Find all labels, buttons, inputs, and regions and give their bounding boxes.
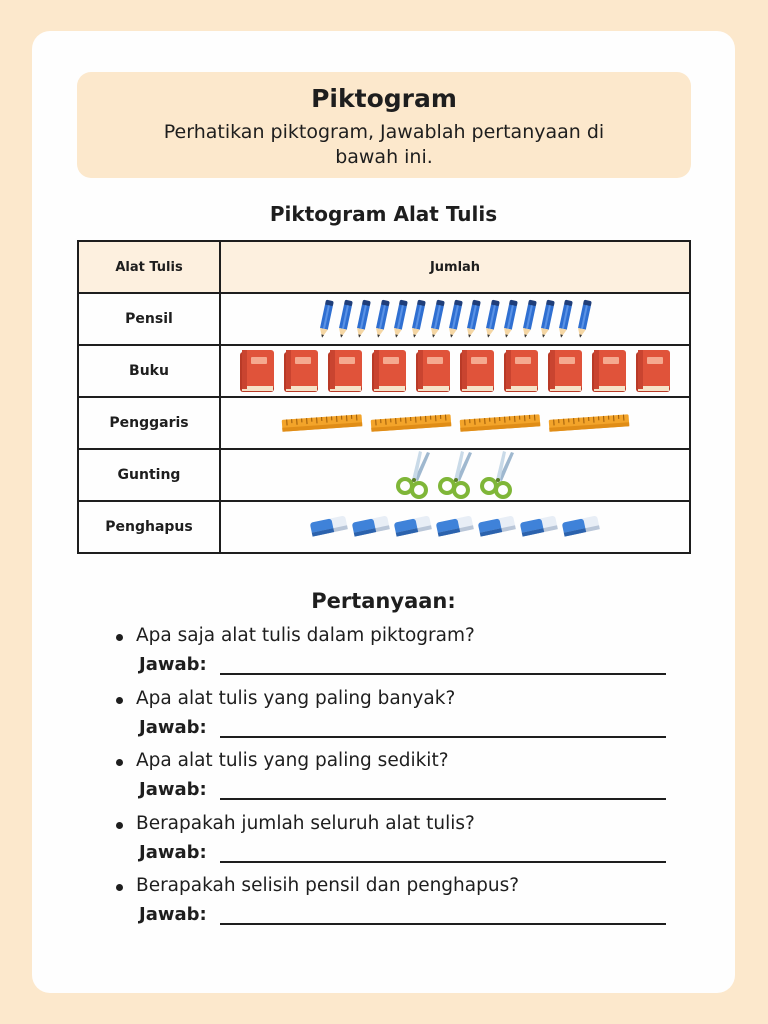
- answer-label: Jawab:: [139, 716, 207, 738]
- book-icon: [237, 348, 277, 394]
- question-item: [116, 748, 676, 811]
- answer-line[interactable]: [220, 861, 666, 863]
- ruler-icon: [280, 412, 364, 434]
- answer-line[interactable]: [220, 673, 666, 675]
- book-icon: [325, 348, 365, 394]
- pencil-icon: [502, 297, 518, 341]
- answer-label: Jawab:: [139, 654, 207, 675]
- worksheet-card: [32, 31, 735, 993]
- answer-line[interactable]: [220, 923, 666, 925]
- row-icons-penggaris: [220, 397, 690, 449]
- pencil-icon: [521, 297, 537, 341]
- book-icon: [413, 348, 453, 394]
- page-subtitle: Perhatikan piktogram, Jawablah pertanyaan di bawah ini.: [163, 121, 605, 168]
- ruler-icon: [369, 412, 453, 434]
- answer-label: Jawab:: [139, 841, 207, 863]
- pencil-icon: [355, 297, 371, 341]
- pencil-icon: [392, 297, 408, 341]
- row-icons-buku: [220, 345, 690, 397]
- eraser-icon: [351, 513, 391, 541]
- column-header-item: Alat Tulis: [78, 241, 220, 293]
- pencil-icon: [374, 297, 390, 341]
- eraser-icon: [393, 513, 433, 541]
- table-row: [78, 345, 690, 397]
- pencil-icon: [576, 297, 592, 341]
- table-row: [78, 293, 690, 345]
- row-label-gunting: Gunting: [78, 449, 220, 501]
- book-icon: [545, 348, 585, 394]
- ruler-icon: [458, 412, 542, 434]
- book-icon: [369, 348, 409, 394]
- bullet-icon: [116, 822, 123, 829]
- question-text: Apa saja alat tulis dalam piktogram?: [136, 625, 475, 646]
- question-item: [116, 686, 676, 749]
- eraser-icon: [561, 513, 601, 541]
- eraser-icon: [309, 513, 349, 541]
- row-label-penghapus: Penghapus: [78, 501, 220, 553]
- book-icon: [501, 348, 541, 394]
- row-icons-gunting: [220, 449, 690, 501]
- pencil-icon: [557, 297, 573, 341]
- question-text: Berapakah jumlah seluruh alat tulis?: [136, 812, 475, 834]
- answer-line[interactable]: [220, 798, 666, 800]
- question-text: Berapakah selisih pensil dan penghapus?: [136, 875, 520, 896]
- question-list: [116, 623, 676, 936]
- question-item: [116, 811, 676, 874]
- book-icon: [281, 348, 321, 394]
- row-label-pensil: Pensil: [78, 293, 220, 345]
- pencil-icon: [484, 297, 500, 341]
- page-title: Piktogram: [311, 84, 457, 113]
- table-row: [78, 449, 690, 501]
- questions-title: Pertanyaan:: [311, 589, 456, 613]
- table-row: [78, 397, 690, 449]
- pencil-icon: [337, 297, 353, 341]
- scissors-icon: [394, 450, 432, 500]
- book-icon: [633, 348, 673, 394]
- table-title: Piktogram Alat Tulis: [269, 202, 498, 226]
- ruler-icon: [547, 412, 631, 434]
- pencil-icon: [410, 297, 426, 341]
- column-header-count: Jumlah: [220, 241, 690, 293]
- pencil-icon: [318, 297, 334, 341]
- pencil-icon: [429, 297, 445, 341]
- bullet-icon: [116, 634, 123, 641]
- bullet-icon: [116, 884, 123, 891]
- row-icons-pensil: [220, 293, 690, 345]
- pencil-icon: [465, 297, 481, 341]
- question-item: [116, 873, 676, 936]
- eraser-icon: [435, 513, 475, 541]
- pictogram-table: [77, 240, 691, 554]
- scissors-icon: [436, 450, 474, 500]
- answer-line[interactable]: [220, 736, 666, 738]
- book-icon: [589, 348, 629, 394]
- bullet-icon: [116, 759, 123, 766]
- question-item: [116, 623, 676, 686]
- pencil-icon: [539, 297, 555, 341]
- question-text: Apa alat tulis yang paling banyak?: [136, 687, 456, 709]
- table-row: [78, 501, 690, 553]
- answer-label: Jawab:: [139, 779, 207, 800]
- eraser-icon: [477, 513, 517, 541]
- table-header-row: [78, 241, 690, 293]
- row-icons-penghapus: [220, 501, 690, 553]
- row-label-buku: Buku: [78, 345, 220, 397]
- scissors-icon: [478, 450, 516, 500]
- pencil-icon: [447, 297, 463, 341]
- row-label-penggaris: Penggaris: [78, 397, 220, 449]
- question-text: Apa alat tulis yang paling sedikit?: [136, 750, 449, 771]
- answer-label: Jawab:: [139, 904, 207, 925]
- eraser-icon: [519, 513, 559, 541]
- bullet-icon: [116, 697, 123, 704]
- header-box: [77, 72, 691, 178]
- book-icon: [457, 348, 497, 394]
